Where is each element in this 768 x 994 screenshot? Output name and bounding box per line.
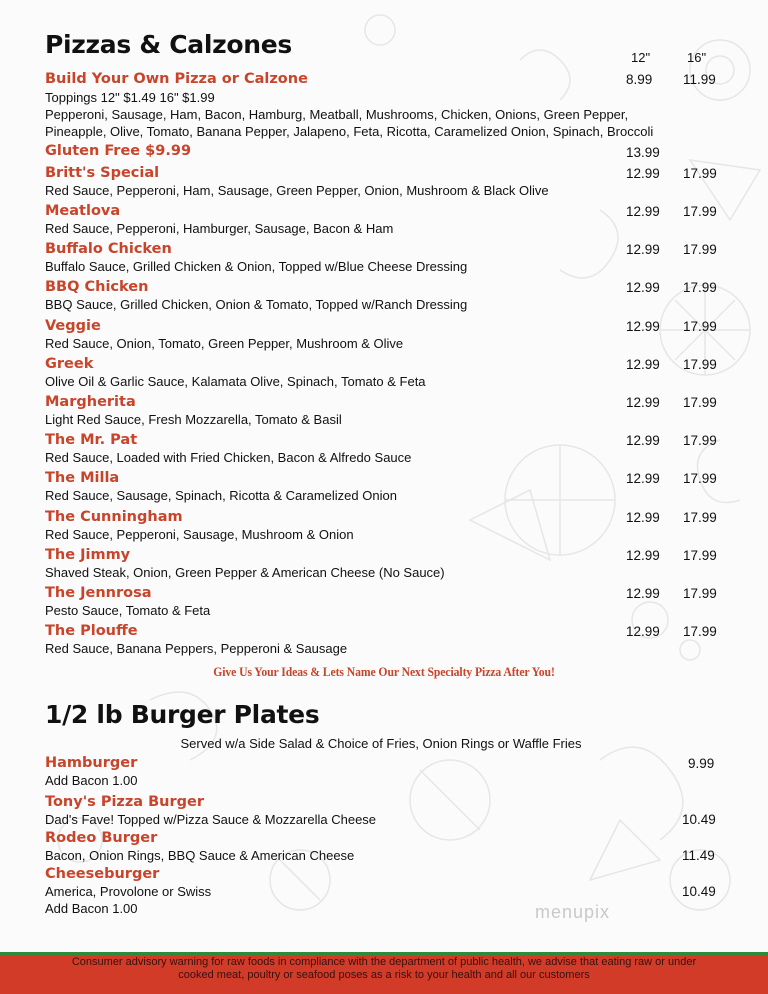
price-16in: 17.99 bbox=[683, 280, 717, 295]
item-name: Britt's Special bbox=[45, 165, 160, 181]
item-description: America, Provolone or Swiss bbox=[45, 884, 212, 899]
item-name: Tony's Pizza Burger bbox=[45, 794, 205, 810]
item-description: Red Sauce, Sausage, Spinach, Ricotta & Caramelized Onion bbox=[45, 488, 397, 503]
price-16in: 17.99 bbox=[683, 548, 717, 563]
advisory-line-2: cooked meat, poultry or seafood poses as a risk to your health and all our customers bbox=[178, 969, 590, 981]
item-name: Buffalo Chicken bbox=[45, 241, 172, 257]
item-description: Buffalo Sauce, Grilled Chicken & Onion, Topped w/Blue Cheese Dressing bbox=[45, 259, 468, 274]
advisory-line-1: Consumer advisory warning for raw foods in compliance with the department of public health, we advise that eating raw or under bbox=[71, 956, 697, 968]
item-name: The Cunningham bbox=[45, 509, 183, 525]
item-description: Shaved Steak, Onion, Green Pepper & American Cheese (No Sauce) bbox=[45, 565, 445, 580]
item-description: Add Bacon 1.00 bbox=[45, 901, 138, 916]
item-description: Toppings 12" $1.49 16" $1.99 bbox=[45, 90, 215, 105]
price-16in: 17.99 bbox=[683, 166, 717, 181]
price-12in: 12.99 bbox=[626, 471, 660, 486]
item-description: Red Sauce, Pepperoni, Hamburger, Sausage, Bacon & Ham bbox=[45, 221, 394, 236]
price-16in: 17.99 bbox=[683, 319, 717, 334]
item-description: Pesto Sauce, Tomato & Feta bbox=[45, 603, 211, 618]
price-12in: 12.99 bbox=[626, 624, 660, 639]
pizzas-section-title: Pizzas & Calzones bbox=[45, 30, 292, 59]
price-12in: 12.99 bbox=[626, 319, 660, 334]
item-description: Olive Oil & Garlic Sauce, Kalamata Olive, Spinach, Tomato & Feta bbox=[45, 374, 426, 389]
item-description: Red Sauce, Pepperoni, Ham, Sausage, Green Pepper, Onion, Mushroom & Black Olive bbox=[45, 183, 549, 198]
item-description: Bacon, Onion Rings, BBQ Sauce & American Cheese bbox=[45, 848, 355, 863]
item-description: Red Sauce, Loaded with Fried Chicken, Bacon & Alfredo Sauce bbox=[45, 450, 412, 465]
price-12in: 8.99 bbox=[626, 72, 653, 87]
col-header-16in: 16" bbox=[687, 50, 707, 65]
price-16in: 17.99 bbox=[683, 433, 717, 448]
price-16in: 11.99 bbox=[683, 72, 716, 87]
price-16in: 17.99 bbox=[683, 357, 717, 372]
item-name: The Jennrosa bbox=[45, 585, 152, 601]
price-12in: 12.99 bbox=[626, 510, 660, 525]
price-12in: 12.99 bbox=[626, 357, 660, 372]
burgers-section-title: 1/2 lb Burger Plates bbox=[45, 700, 320, 729]
item-name: BBQ Chicken bbox=[45, 279, 149, 295]
price-12in: 12.99 bbox=[626, 280, 660, 295]
item-description: Add Bacon 1.00 bbox=[45, 773, 138, 788]
item-name: Gluten Free $9.99 bbox=[45, 143, 192, 159]
item-name: The Milla bbox=[45, 470, 120, 486]
price-12in: 12.99 bbox=[626, 433, 660, 448]
item-name: Hamburger bbox=[45, 755, 138, 771]
price: 9.99 bbox=[688, 756, 715, 771]
price: 11.49 bbox=[682, 848, 715, 863]
advisory-text bbox=[0, 956, 768, 982]
price-16in: 17.99 bbox=[683, 510, 717, 525]
item-name: Build Your Own Pizza or Calzone bbox=[45, 71, 308, 87]
item-description: Pepperoni, Sausage, Ham, Bacon, Hamburg, Meatball, Mushrooms, Chicken, Onions, Green Pepper, bbox=[45, 107, 629, 122]
price-12in: 12.99 bbox=[626, 586, 660, 601]
price-12in: 12.99 bbox=[626, 204, 660, 219]
item-description: Light Red Sauce, Fresh Mozzarella, Tomato & Basil bbox=[45, 412, 342, 427]
item-name: The Jimmy bbox=[45, 547, 131, 563]
item-name: Cheeseburger bbox=[45, 866, 160, 882]
promo-banner: Give Us Your Ideas & Lets Name Our Next Specialty Pizza After You! bbox=[213, 664, 555, 679]
footer-advisory bbox=[0, 952, 768, 994]
item-name: The Plouffe bbox=[45, 623, 138, 639]
price-12in: 13.99 bbox=[626, 145, 660, 160]
item-name: Margherita bbox=[45, 394, 136, 410]
price-12in: 12.99 bbox=[626, 242, 660, 257]
price-12in: 12.99 bbox=[626, 395, 660, 410]
price: 10.49 bbox=[682, 884, 716, 899]
item-description: Red Sauce, Onion, Tomato, Green Pepper, Mushroom & Olive bbox=[45, 336, 404, 351]
item-description: Red Sauce, Pepperoni, Sausage, Mushroom & Onion bbox=[45, 527, 354, 542]
item-name: Meatlova bbox=[45, 203, 121, 219]
price-12in: 12.99 bbox=[626, 166, 660, 181]
price-16in: 17.99 bbox=[683, 204, 717, 219]
item-description: Red Sauce, Banana Peppers, Pepperoni & Sausage bbox=[45, 641, 348, 656]
price-12in: 12.99 bbox=[626, 548, 660, 563]
price: 10.49 bbox=[682, 812, 716, 827]
item-name: The Mr. Pat bbox=[45, 432, 138, 448]
price-16in: 17.99 bbox=[683, 624, 717, 639]
item-description: Pineapple, Olive, Tomato, Banana Pepper, Jalapeno, Feta, Ricotta, Caramelized Onion, Spinach, Broccoli bbox=[45, 124, 654, 139]
menupix-watermark: menupix bbox=[535, 902, 611, 922]
price-16in: 17.99 bbox=[683, 242, 717, 257]
col-header-12in: 12" bbox=[631, 50, 651, 65]
price-16in: 17.99 bbox=[683, 471, 717, 486]
item-description: BBQ Sauce, Grilled Chicken, Onion & Tomato, Topped w/Ranch Dressing bbox=[45, 297, 468, 312]
item-name: Rodeo Burger bbox=[45, 830, 158, 846]
item-name: Greek bbox=[45, 356, 94, 372]
burgers-subtitle: Served w/a Side Salad & Choice of Fries, Onion Rings or Waffle Fries bbox=[180, 736, 582, 751]
price-16in: 17.99 bbox=[683, 395, 717, 410]
price-16in: 17.99 bbox=[683, 586, 717, 601]
item-description: Dad's Fave! Topped w/Pizza Sauce & Mozzarella Cheese bbox=[45, 812, 377, 827]
item-name: Veggie bbox=[45, 318, 101, 334]
